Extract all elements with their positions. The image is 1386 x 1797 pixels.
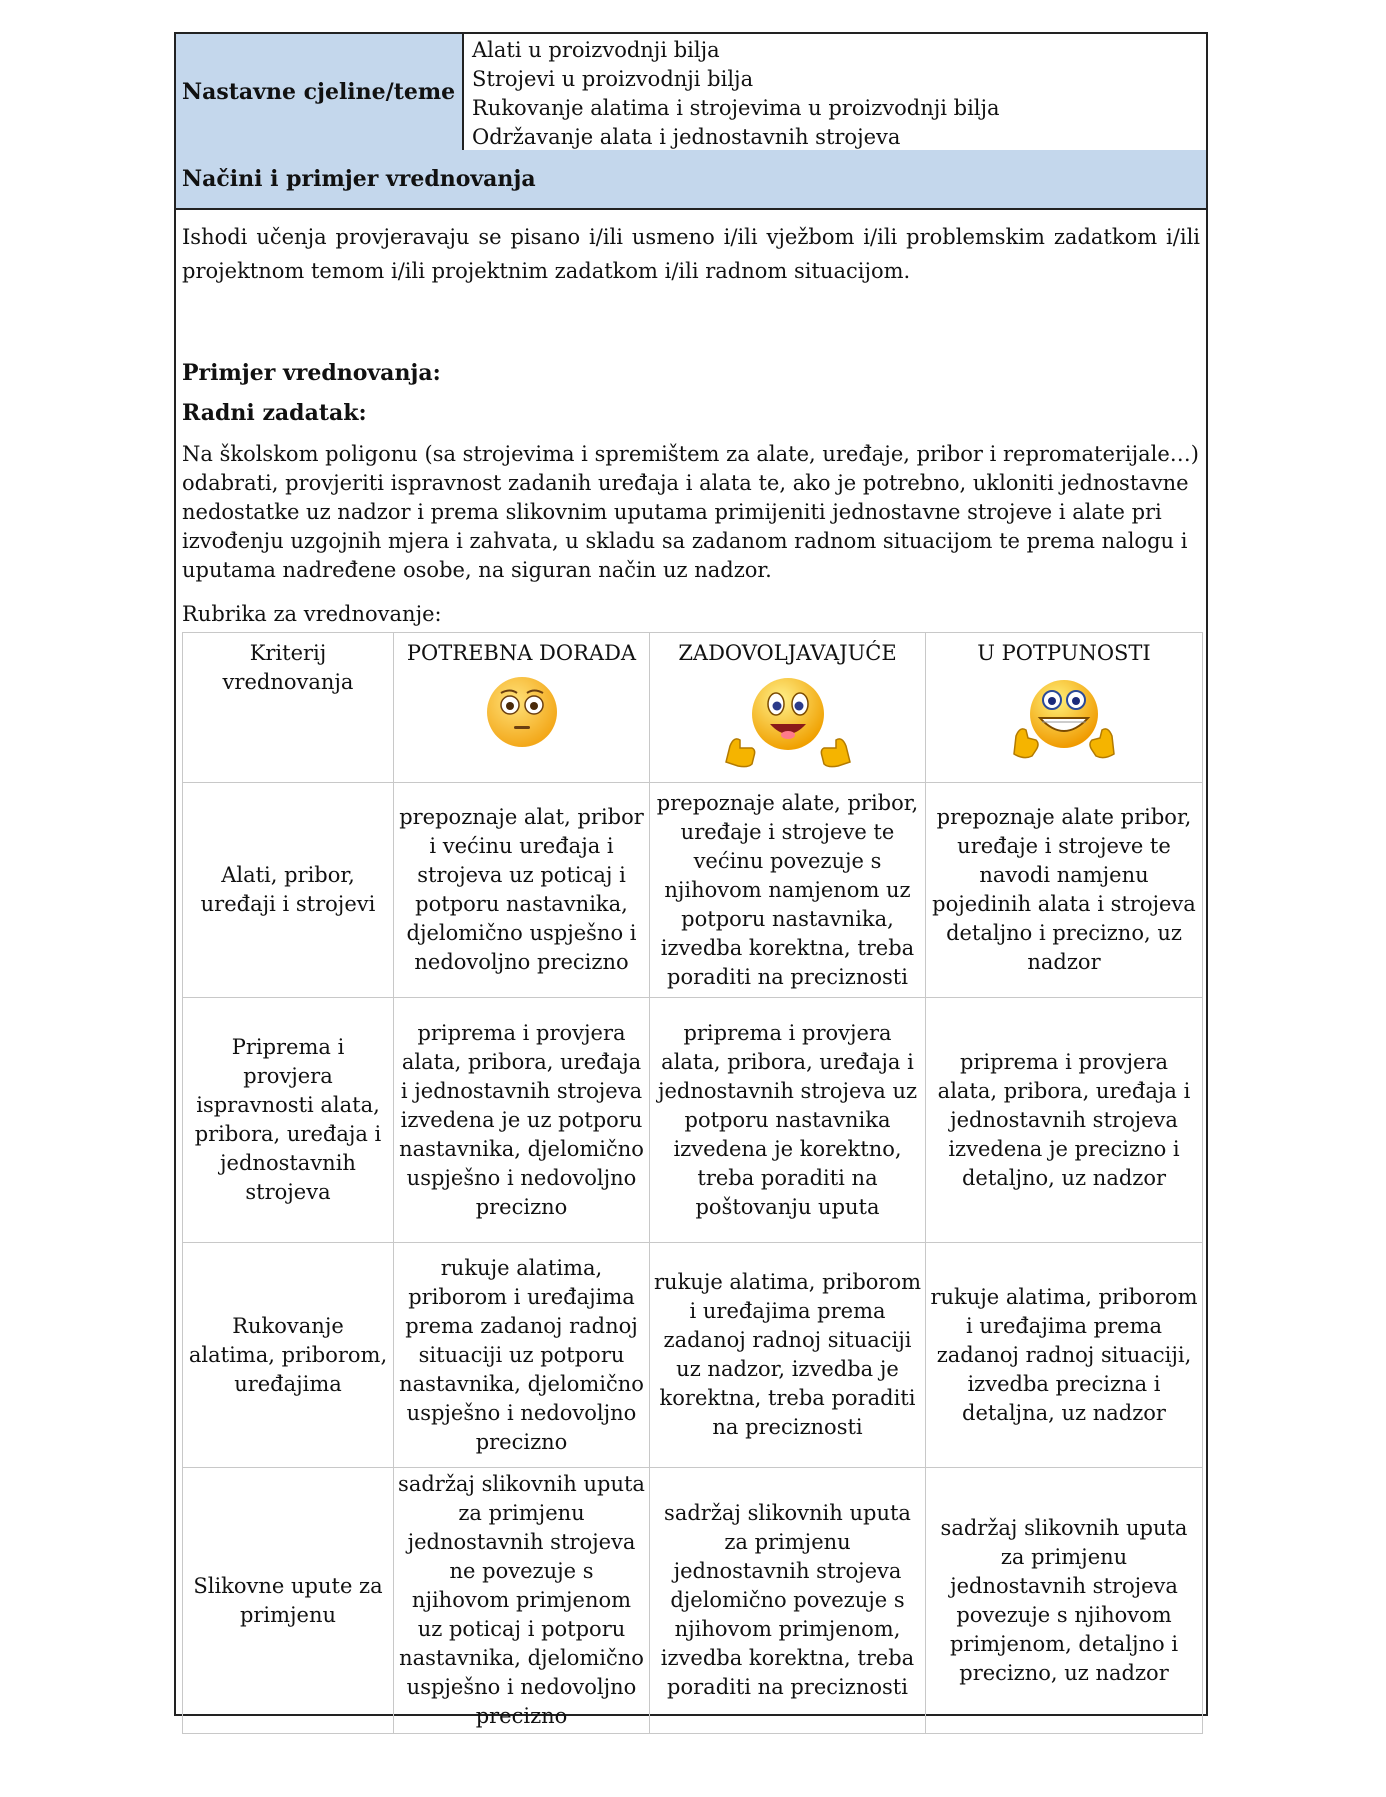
topics-row xyxy=(176,34,1206,152)
evaluation-heading: Načini i primjer vrednovanja xyxy=(176,150,1206,210)
rubric-cell: priprema i provjera alata, pribora, uređaja i jednostavnih strojeva izvedena je uz potporu nastavnika, djelomično uspješno i nedovoljno precizno xyxy=(394,998,650,1243)
rubric-cell: priprema i provjera alata, pribora, uređaja i jednostavnih strojeva izvedena je precizno i detaljno, uz nadzor xyxy=(926,998,1203,1243)
level-label: ZADOVOLJAVAJUĆE xyxy=(678,641,897,665)
rubric-cell: prepoznaje alat, pribor i većinu uređaja i strojeva uz poticaj i potporu nastavnika, djelomično uspješno i nedovoljno precizno xyxy=(394,783,650,998)
rubric-cell: rukuje alatima, priborom i uređajima prema zadanoj radnoj situaciji, izvedba precizna i detaljna, uz nadzor xyxy=(926,1243,1203,1468)
criterion-cell: Priprema i provjera ispravnosti alata, pribora, uređaja i jednostavnih strojeva xyxy=(183,998,394,1243)
rubric-cell: rukuje alatima, priborom i uređajima prema zadanoj radnoj situaciji uz nadzor, izvedba je korektna, treba poraditi na preciznosti xyxy=(650,1243,926,1468)
level-header-needs-work xyxy=(394,633,650,783)
document-frame xyxy=(174,32,1208,1728)
level-label: U POTPUNOSTI xyxy=(977,641,1151,665)
level-label: POTREBNA DORADA xyxy=(406,641,637,665)
criterion-cell: Rukovanje alatima, priborom, uređajima xyxy=(183,1243,394,1468)
rubric-header-row xyxy=(183,633,1203,783)
topic-item: Strojevi u proizvodnji bilja xyxy=(472,67,754,91)
flushed-face-icon xyxy=(484,674,560,750)
level-header-complete xyxy=(926,633,1203,783)
task-heading: Radni zadatak: xyxy=(182,400,367,426)
rubric-cell: sadržaj slikovnih uputa za primjenu jednostavnih strojeva ne povezuje s njihovom primjenom uz poticaj i potporu nastavnika, djelomično uspješno i nedovoljno precizno xyxy=(394,1468,650,1734)
happy-thumbs-up-face-icon xyxy=(718,674,858,772)
rubric-label: Rubrika za vrednovanje: xyxy=(182,602,442,626)
rubric-table xyxy=(182,632,1203,1734)
rubric-cell: prepoznaje alate, pribor, uređaje i strojeve te većinu povezuje s njihovom namjenom uz potporu nastavnika, izvedba korektna, treba poraditi na preciznosti xyxy=(650,783,926,998)
rubric-cell: prepoznaje alate pribor, uređaje i strojeve te navodi namjenu pojedinih alata i strojeva detaljno i precizno, uz nadzor xyxy=(926,783,1203,998)
rubric-row xyxy=(183,1468,1203,1734)
level-header-satisfactory xyxy=(650,633,926,783)
rubric-row xyxy=(183,998,1203,1243)
topic-item: Alati u proizvodnji bilja xyxy=(472,38,720,62)
topics-list xyxy=(472,36,1000,152)
rubric-cell: sadržaj slikovnih uputa za primjenu jednostavnih strojeva povezuje s njihovom primjenom, detaljno i precizno, uz nadzor xyxy=(926,1468,1203,1734)
rubric-row xyxy=(183,783,1203,998)
criterion-header: Kriterij vrednovanja xyxy=(183,633,394,783)
rubric-cell: priprema i provjera alata, pribora, uređaja i jednostavnih strojeva uz potporu nastavnika izvedena je korektno, treba poraditi na poštovanju uputa xyxy=(650,998,926,1243)
topics-label: Nastavne cjeline/teme xyxy=(176,34,464,150)
example-heading: Primjer vrednovanja: xyxy=(182,360,441,386)
topic-item: Održavanje alata i jednostavnih strojeva xyxy=(472,125,901,149)
intro-paragraph: Ishodi učenja provjeravaju se pisano i/ili usmeno i/ili vježbom i/ili problemskim zadatkom i/ili projektnom temom i/ili projektnim zadatkom i/ili radnom situacijom. xyxy=(182,225,1200,283)
rubric-row xyxy=(183,1243,1203,1468)
criterion-cell: Alati, pribor, uređaji i strojevi xyxy=(183,783,394,998)
rubric-cell: rukuje alatima, priborom i uređajima prema zadanoj radnoj situaciji uz potporu nastavnika, djelomično uspješno i nedovoljno precizno xyxy=(394,1243,650,1468)
rubric-cell: sadržaj slikovnih uputa za primjenu jednostavnih strojeva djelomično povezuje s njihovom primjenom, izvedba korektna, treba poraditi na preciznosti xyxy=(650,1468,926,1734)
topic-item: Rukovanje alatima i strojevima u proizvodnji bilja xyxy=(472,96,1000,120)
grinning-thumbs-up-face-icon xyxy=(1008,674,1120,760)
task-paragraph: Na školskom poligonu (sa strojevima i spremištem za alate, uređaje, pribor i repromaterijale…) odabrati, provjeriti ispravnost zadanih uređaja i alata te, ako je potrebno, ukloniti jednostavne nedostatke uz nadzor i prema slikovnim uputama primijeniti jednostavne strojeve i alate pri izvođenju uzgojnih mjera i zahvata, u skladu sa zadanom radnom situacijom te prema nalogu i uputama nadređene osobe, na siguran način uz nadzor. xyxy=(182,442,1200,582)
criterion-cell: Slikovne upute za primjenu xyxy=(183,1468,394,1734)
